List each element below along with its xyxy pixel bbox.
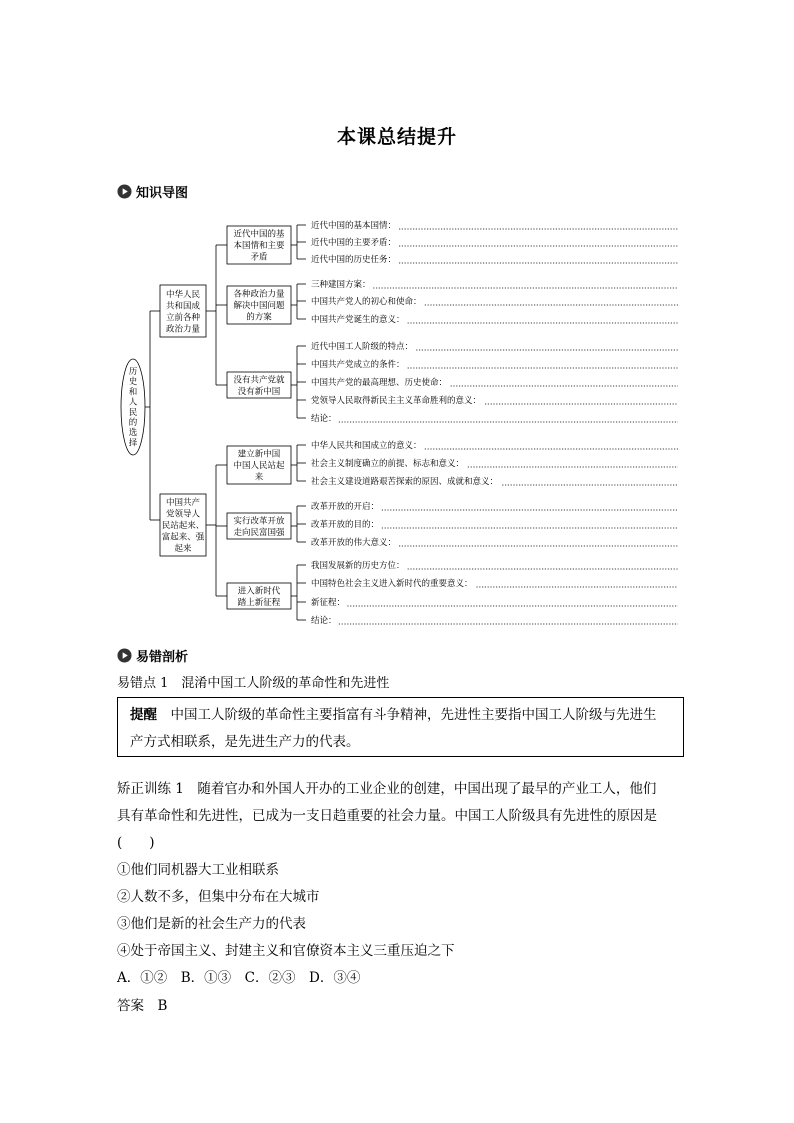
branch2-text: 中国共产 bbox=[165, 498, 201, 508]
section-title-errors: 易错剖析 bbox=[136, 650, 189, 665]
answer-value: B bbox=[157, 998, 168, 1014]
branch1-sub2-item-text: 中国共产党诞生的意义： bbox=[311, 315, 405, 325]
branch2-text: 富起来、强 bbox=[161, 532, 205, 543]
branch2-sub2-item-text: 改革开放的开启： bbox=[311, 502, 380, 512]
branch2-sub2-text: 实行改革开放 bbox=[233, 516, 285, 527]
branch2-text: 党领导人 bbox=[165, 509, 201, 520]
root-char: 和 bbox=[128, 387, 138, 398]
root-char: 的 bbox=[128, 418, 138, 428]
root-char: 人 bbox=[128, 397, 138, 408]
exercise-line-3: ( ) bbox=[117, 835, 155, 851]
branch1-sub2-item-text: 中国共产党人的初心和使命： bbox=[311, 297, 422, 307]
root-char: 历 bbox=[128, 367, 138, 377]
branch2-sub3-item-text: 新征程： bbox=[311, 598, 346, 608]
error-point-label: 易错点 1 bbox=[117, 676, 169, 691]
branch2-sub3-item-text: 我国发展新的历史方位： bbox=[311, 561, 405, 571]
exercise-option-4: ④处于帝国主义、封建主义和官僚资本主义三重压迫之下 bbox=[117, 943, 455, 959]
answer-label: 答案 bbox=[117, 998, 144, 1014]
branch2-sub2-item-text: 改革开放的伟大意义： bbox=[311, 538, 397, 548]
exercise-text-1: 随着官办和外国人开办的工业企业的创建，中国出现了最早的产业工人，他们 bbox=[197, 781, 657, 797]
tip-box bbox=[117, 697, 684, 757]
exercise-option-2: ②人数不多，但集中分布在大城市 bbox=[117, 889, 320, 905]
branch2-sub1-text: 中国人民站起 bbox=[233, 461, 285, 471]
tip-line-1 bbox=[130, 702, 671, 729]
branch1-text: 政治力量 bbox=[165, 324, 201, 335]
exercise-line-2: 具有革命性和先进性，已成为一支日趋重要的社会力量。中国工人阶级具有先进性的原因是 bbox=[117, 808, 657, 824]
exercise-choices: A．①② B．①③ C．②③ D．③④ bbox=[117, 970, 361, 986]
branch2-sub3-item-text: 结论： bbox=[311, 616, 337, 626]
branch2-text: 起来 bbox=[174, 544, 192, 554]
branch1-sub1-item-text: 近代中国的主要矛盾： bbox=[311, 238, 397, 248]
root-char: 民 bbox=[128, 407, 138, 418]
branch2-sub1-item-text: 社会主义建设道路艰苦探索的原因、成就和意义： bbox=[311, 477, 499, 487]
tip-text-1: 中国工人阶级的革命性主要指富有斗争精神，先进性主要指中国工人阶级与先进生 bbox=[170, 707, 657, 723]
exercise-option-1: ①他们同机器大工业相联系 bbox=[117, 862, 279, 878]
page-title: 本课总结提升 bbox=[336, 126, 457, 148]
branch2-sub2-item-text: 改革开放的目的： bbox=[311, 520, 380, 530]
branch1-text: 立前各种 bbox=[165, 312, 201, 323]
branch2-sub3-text: 进入新时代 bbox=[237, 586, 281, 597]
root-char: 史 bbox=[128, 377, 138, 388]
branch2-sub1-item-text: 中华人民共和国成立的意义： bbox=[311, 441, 422, 451]
tip-label: 提醒 bbox=[130, 707, 157, 723]
play-circle-icon bbox=[117, 648, 132, 663]
branch1-sub3-item-text: 结论： bbox=[311, 414, 337, 424]
branch1-sub2-text: 各种政治力量 bbox=[233, 289, 285, 300]
branch2-text: 民站起来、 bbox=[161, 521, 205, 531]
exercise-option-3: ③他们是新的社会生产力的代表 bbox=[117, 916, 306, 932]
branch1-text: 共和国成 bbox=[165, 301, 201, 312]
branch2-sub3-text: 踏上新征程 bbox=[237, 597, 281, 608]
section-title-mindmap: 知识导图 bbox=[136, 186, 189, 201]
root-char: 择 bbox=[128, 438, 138, 449]
branch1-sub3-text: 没有新中国 bbox=[237, 386, 281, 397]
error-point-line bbox=[117, 670, 389, 697]
exercise-line-1 bbox=[117, 776, 656, 803]
branch2-sub1-text: 来 bbox=[254, 472, 264, 483]
branch1-sub1-text: 矛盾 bbox=[250, 252, 268, 263]
branch2-sub1-text: 建立新中国 bbox=[237, 449, 281, 460]
section-header-errors bbox=[117, 646, 188, 665]
branch1-sub3-item-text: 中国共产党成立的条件： bbox=[311, 360, 405, 370]
branch1-sub3-item-text: 党领导人民取得新民主主义革命胜利的意义： bbox=[311, 396, 482, 406]
branch2-sub1-item-text: 社会主义制度确立的前提、标志和意义： bbox=[311, 459, 465, 469]
branch1-sub1-text: 本国情和主要 bbox=[233, 241, 285, 251]
branch2-sub2-text: 走向民富国强 bbox=[233, 527, 285, 538]
branch1-sub3-item-text: 近代中国工人阶级的特点： bbox=[311, 342, 414, 352]
exercise-label: 矫正训练 1 bbox=[117, 781, 184, 797]
branch1-sub1-item-text: 近代中国的基本国情： bbox=[311, 221, 397, 231]
branch1-sub1-text: 近代中国的基 bbox=[233, 229, 285, 240]
answer-line bbox=[117, 993, 167, 1020]
branch1-sub2-item-text: 三种建国方案： bbox=[311, 280, 371, 290]
branch1-sub2-text: 的方案 bbox=[246, 312, 272, 323]
branch1-text: 中华人民 bbox=[165, 289, 201, 300]
branch1-sub1-item-text: 近代中国的历史任务： bbox=[311, 255, 397, 265]
root-char: 选 bbox=[128, 428, 138, 439]
error-point-title: 混淆中国工人阶级的革命性和先进性 bbox=[181, 676, 390, 691]
branch2-sub3-item-text: 中国特色社会主义进入新时代的重要意义： bbox=[311, 579, 473, 589]
branch1-sub3-item-text: 中国共产党的最高理想、历史使命： bbox=[311, 378, 448, 388]
branch1-sub2-text: 解决中国问题 bbox=[233, 301, 285, 311]
tip-line-2: 产方式相联系，是先进生产力的代表。 bbox=[130, 734, 360, 750]
branch1-sub3-text: 没有共产党就 bbox=[233, 375, 285, 386]
